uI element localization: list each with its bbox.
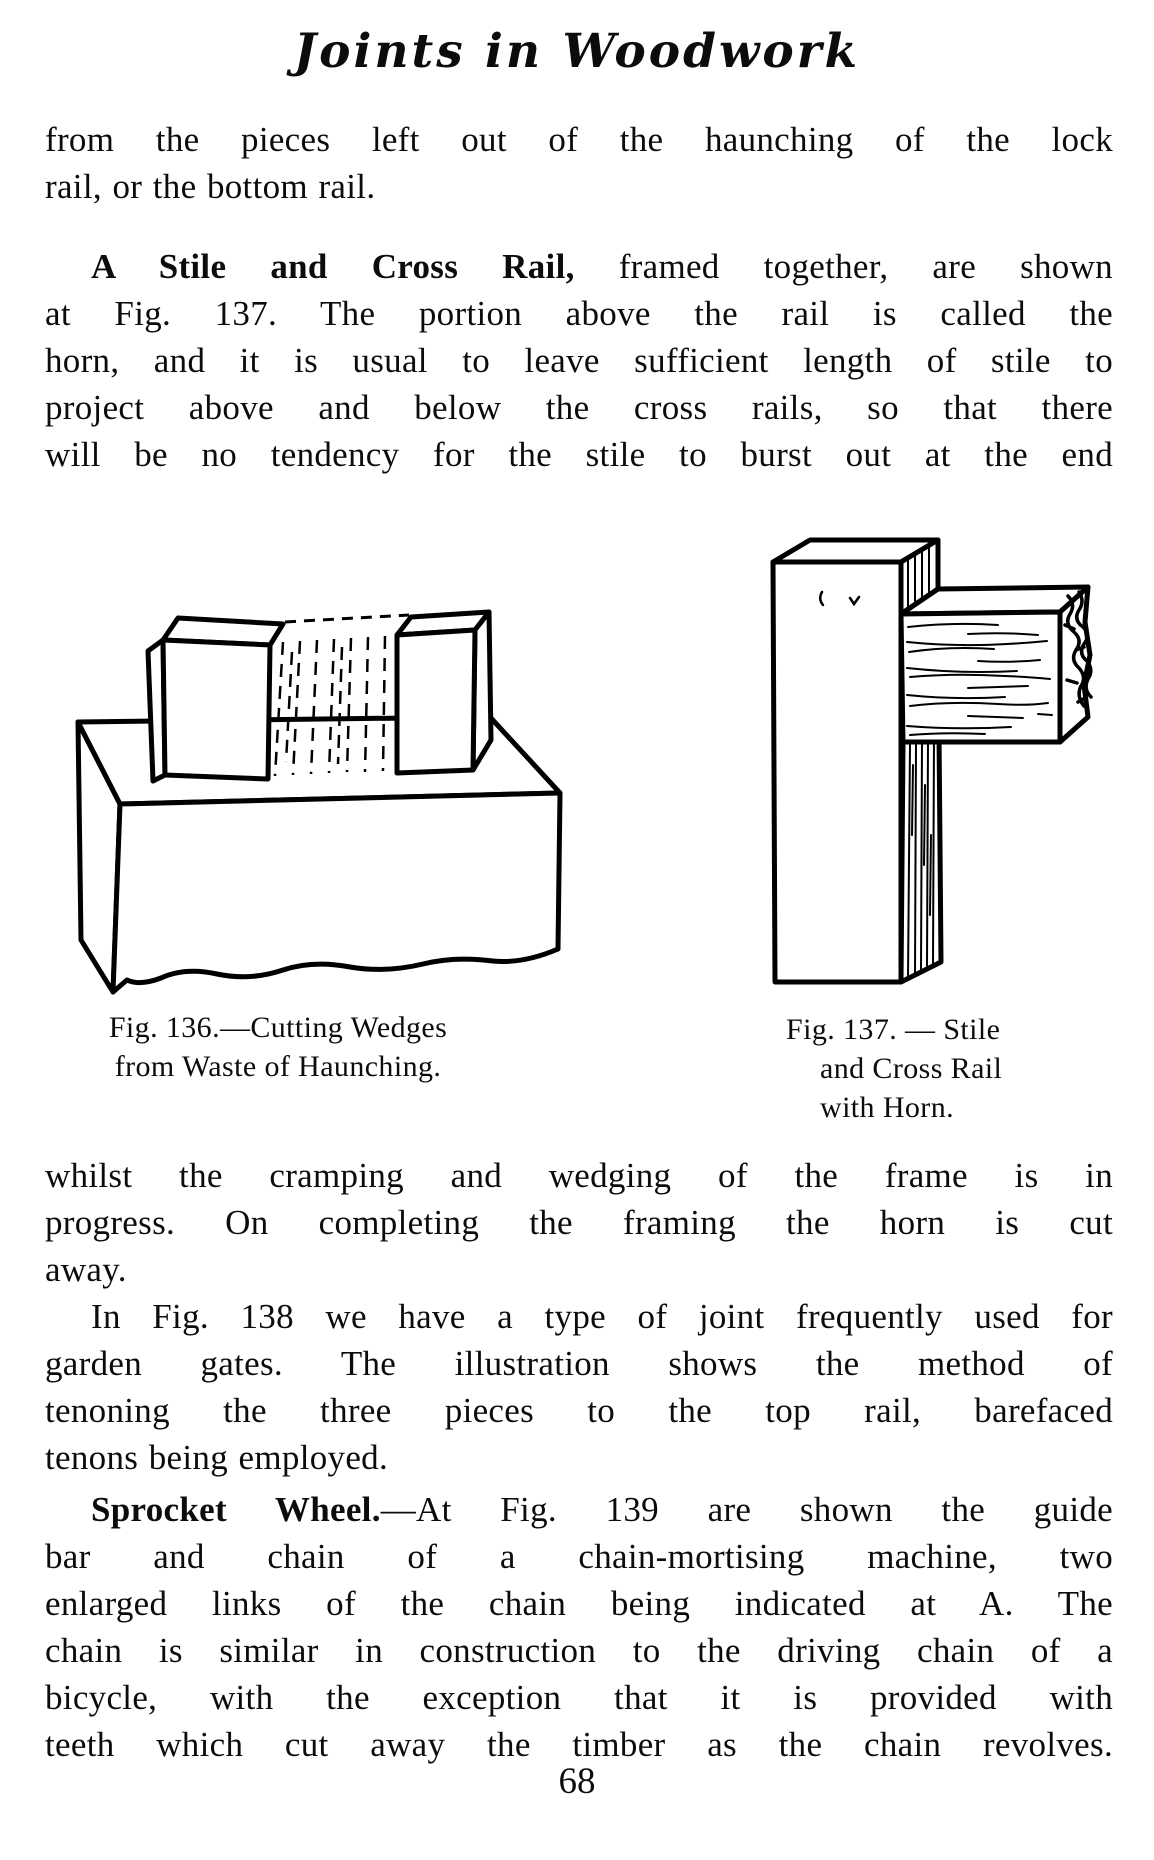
text-line: project above and below the cross rails, so that there — [45, 388, 1113, 427]
paragraph-4 — [45, 1293, 1113, 1481]
text-line: at Fig. 137. The portion above the rail is called the — [45, 294, 1113, 333]
bold-lead: A Stile and Cross Rail, — [91, 247, 575, 286]
slab-front-face — [113, 793, 560, 992]
paragraph-5 — [45, 1486, 1113, 1768]
text-line: rail, or the bottom rail. — [45, 167, 376, 206]
paragraph-1 — [45, 116, 1113, 210]
bold-lead: Sprocket Wheel. — [91, 1490, 381, 1529]
page-title: Joints in Woodwork — [293, 24, 861, 79]
right-wedge-block — [397, 612, 491, 773]
text-line: enlarged links of the chain being indicated at A. The — [45, 1584, 1113, 1623]
figure-136-caption — [55, 1008, 501, 1086]
text-line — [45, 243, 1113, 290]
caption-line: and Cross Rail — [820, 1052, 1003, 1085]
text-line: chain is similar in construction to the driving chain of a — [45, 1631, 1113, 1670]
cross-rail — [901, 587, 1091, 742]
left-block-front — [163, 640, 270, 779]
text-line: horn, and it is usual to leave sufficient length of stile to — [45, 341, 1113, 380]
text-line: whilst the cramping and wedging of the frame is in — [45, 1156, 1113, 1195]
text-line: from the pieces left out of the haunching of the lock — [45, 120, 1113, 159]
stile-front-face — [773, 562, 901, 982]
right-block-front — [397, 630, 475, 773]
text-line: tenons being employed. — [45, 1438, 389, 1477]
caption-line: with Horn. — [820, 1091, 954, 1124]
text-line: In Fig. 138 we have a type of joint frequently used for — [91, 1297, 1113, 1336]
text-line: teeth which cut away the timber as the chain revolves. — [45, 1725, 1113, 1764]
paragraph-3 — [45, 1152, 1113, 1293]
page-number: 68 — [558, 1761, 596, 1802]
figure-137-caption — [786, 1010, 1096, 1127]
lead-rest: framed together, are shown — [574, 247, 1113, 286]
text-line: will be no tendency for the stile to burst out at the end — [45, 435, 1113, 474]
text-line: away. — [45, 1250, 127, 1289]
caption-line: Fig. 137. — Stile — [786, 1013, 1001, 1046]
lead-rest: —At Fig. 139 are shown the guide — [380, 1490, 1113, 1529]
paragraph-2 — [45, 243, 1113, 478]
text-line: bar and chain of a chain-mortising machine, two — [45, 1537, 1113, 1576]
figure-137-stile-cross-rail-drawing — [738, 530, 1154, 1002]
figure-136-cutting-wedges-drawing — [45, 512, 625, 1010]
caption-line: from Waste of Haunching. — [114, 1050, 442, 1083]
caption-line: Fig. 136.—Cutting Wedges — [108, 1011, 448, 1044]
text-line — [45, 1486, 1113, 1533]
text-line: bicycle, with the exception that it is provided with — [45, 1678, 1113, 1717]
left-wedge-block — [148, 618, 283, 781]
text-line: tenoning the three pieces to the top rail, barefaced — [45, 1391, 1113, 1430]
text-line: garden gates. The illustration shows the method of — [45, 1344, 1113, 1383]
text-line: progress. On completing the framing the horn is cut — [45, 1203, 1113, 1242]
